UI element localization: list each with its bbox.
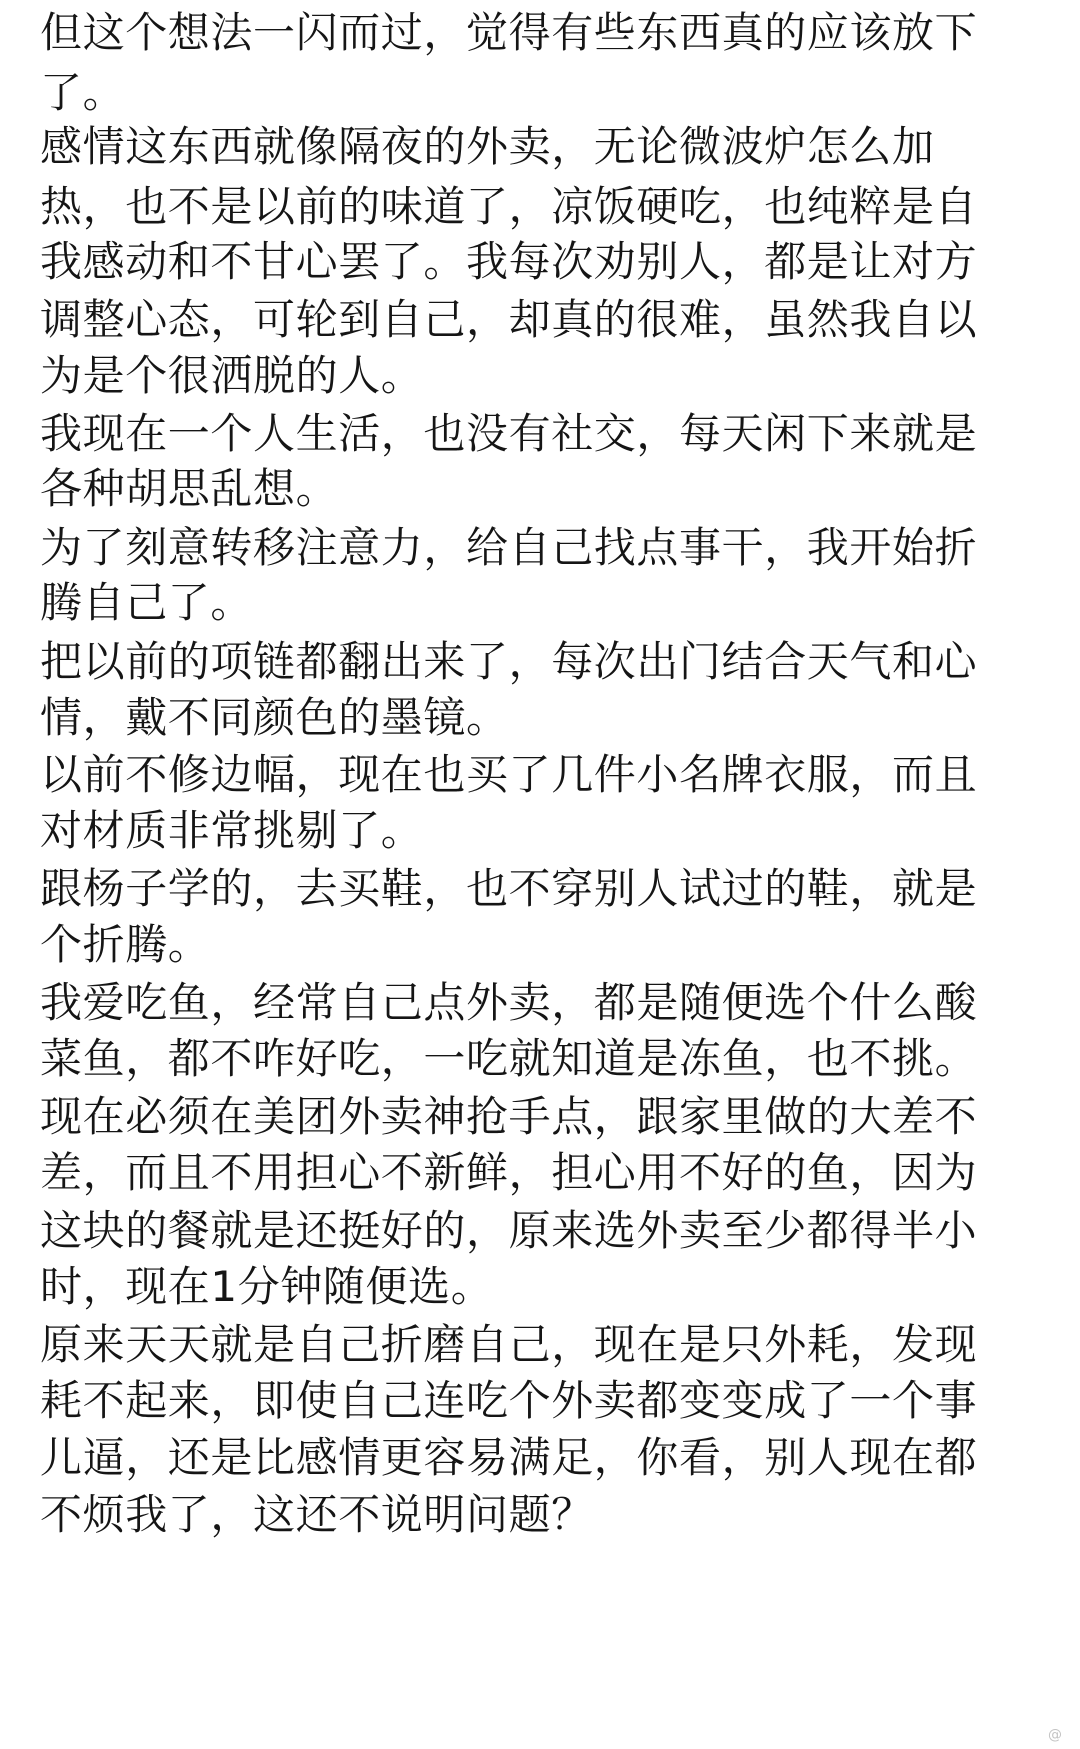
text-line-2: 了。: [40, 68, 126, 117]
text-line-17: 个折腾。: [40, 920, 211, 969]
text-line-6: 调整心态，可轮到自己，却真的很难，虽然我自以: [40, 295, 978, 344]
text-line-13: 情，戴不同颜色的墨镜。: [40, 693, 509, 742]
text-line-15: 对材质非常挑剔了。: [40, 806, 424, 855]
text-line-27: 不烦我了，这还不说明问题？: [40, 1490, 594, 1539]
text-line-22: 这块的餐就是还挺好的，原来选外卖至少都得半小: [40, 1206, 978, 1255]
text-line-19: 菜鱼，都不咋好吃，一吃就知道是冻鱼，也不挑。: [40, 1034, 978, 1083]
text-line-7: 为是个很洒脱的人。: [40, 351, 424, 400]
text-line-11: 腾自己了。: [40, 578, 254, 627]
text-line-5: 我感动和不甘心罢了。我每次劝别人，都是让对方: [40, 237, 978, 286]
text-line-1: 但这个想法一闪而过，觉得有些东西真的应该放下: [40, 8, 978, 57]
text-line-9: 各种胡思乱想。: [40, 464, 339, 513]
text-line-10: 为了刻意转移注意力，给自己找点事干，我开始折: [40, 523, 978, 572]
text-line-25: 耗不起来，即使自己连吃个外卖都变变成了一个事: [40, 1376, 978, 1425]
text-line-12: 把以前的项链都翻出来了，每次出门结合天气和心: [40, 637, 978, 686]
text-line-21: 差，而且不用担心不新鲜，担心用不好的鱼，因为: [40, 1148, 978, 1197]
text-line-16: 跟杨子学的，去买鞋，也不穿别人试过的鞋，就是: [40, 864, 978, 913]
text-line-18: 我爱吃鱼，经常自己点外卖，都是随便选个什么酸: [40, 978, 978, 1027]
text-line-23: 时，现在1分钟随便选。: [40, 1262, 494, 1311]
text-line-24: 原来天天就是自己折磨自己，现在是只外耗，发现: [40, 1320, 978, 1369]
text-line-8: 我现在一个人生活，也没有社交，每天闲下来就是: [40, 409, 978, 458]
text-line-4: 热，也不是以前的味道了，凉饭硬吃，也纯粹是自: [40, 182, 978, 231]
watermark-text: @: [1048, 1727, 1062, 1743]
text-line-3: 感情这东西就像隔夜的外卖，无论微波炉怎么加: [40, 122, 935, 171]
text-line-26: 儿逼，还是比感情更容易满足，你看，别人现在都: [40, 1433, 978, 1482]
text-line-20: 现在必须在美团外卖神抢手点，跟家里做的大差不: [40, 1092, 978, 1141]
text-line-14: 以前不修边幅，现在也买了几件小名牌衣服，而且: [40, 750, 978, 799]
